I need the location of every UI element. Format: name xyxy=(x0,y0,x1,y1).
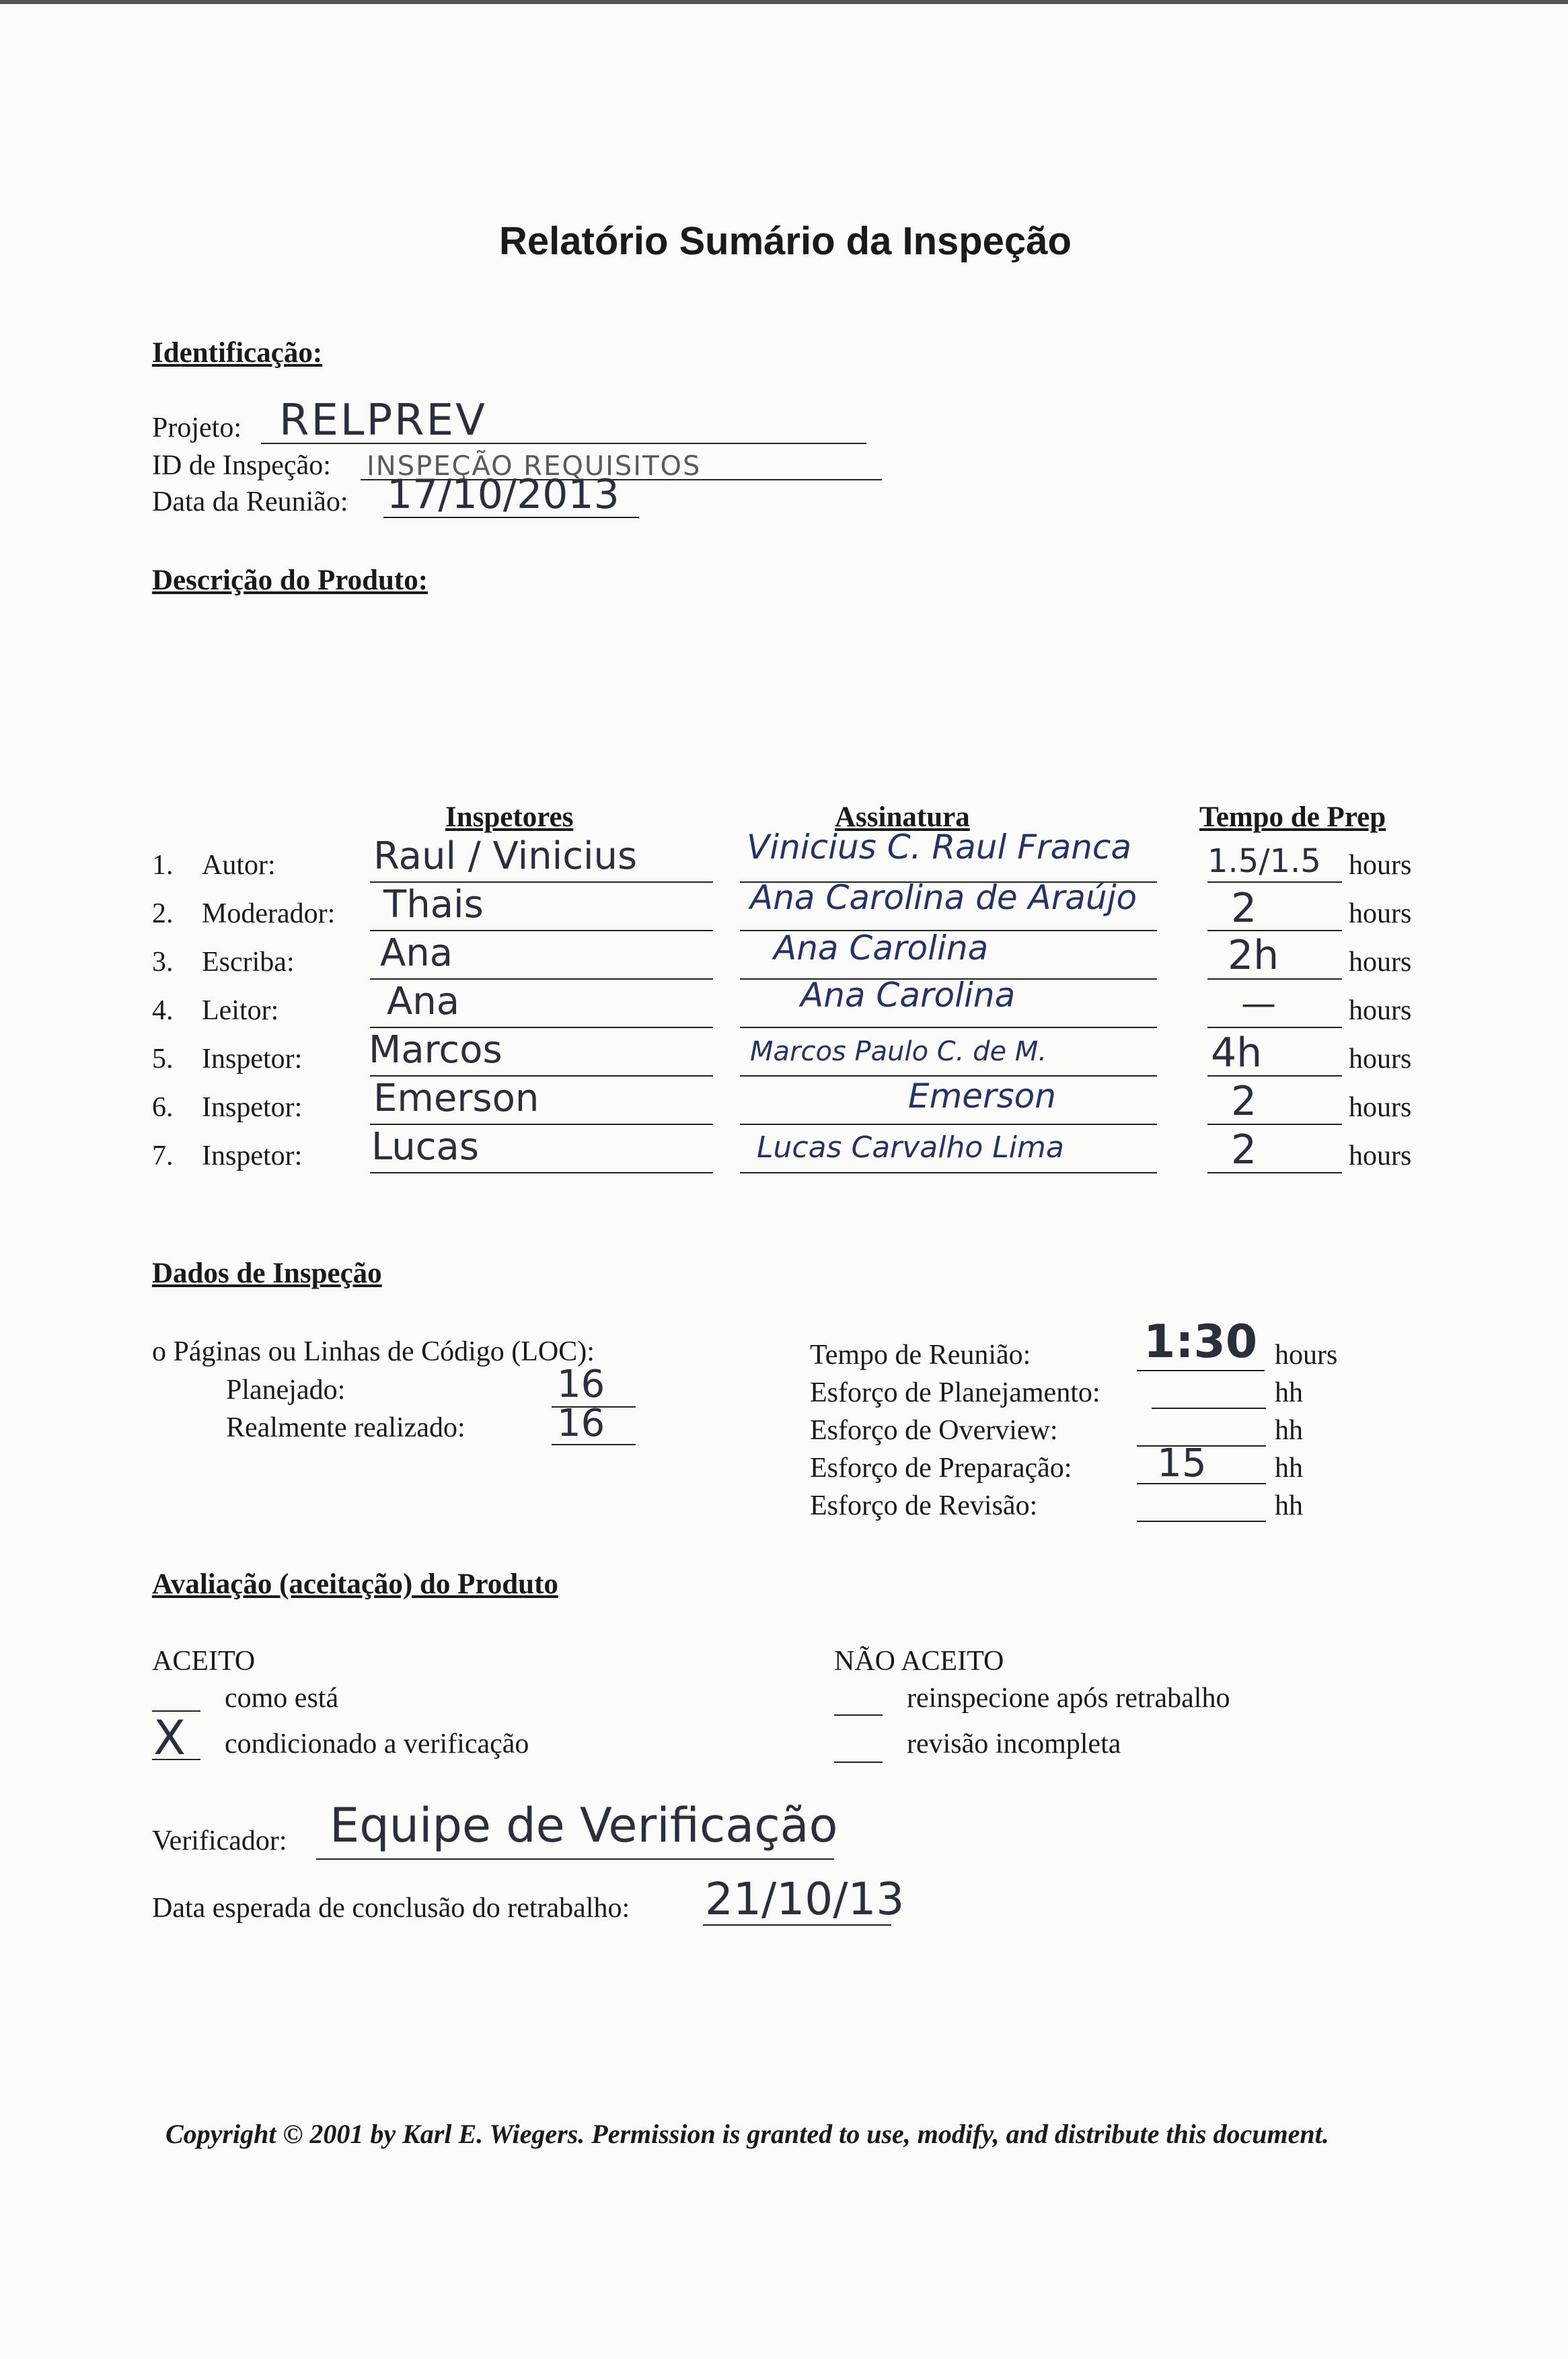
row-number: 1. xyxy=(152,850,174,881)
reinspect-label: reinspecione após retrabalho xyxy=(907,1683,1230,1714)
signature: Vinicius C. Raul Franca xyxy=(747,828,1132,867)
actual-label: Realmente realizado: xyxy=(226,1412,465,1443)
signature: Ana Carolina xyxy=(800,976,1016,1015)
hours-unit: hours xyxy=(1349,1140,1412,1171)
inspector-name: Ana xyxy=(387,980,460,1023)
col-signature: Assinatura xyxy=(835,801,970,833)
conditional-mark: X xyxy=(153,1710,186,1766)
col-inspectors: Inspetores xyxy=(445,801,574,833)
hours-unit: hours xyxy=(1349,850,1412,881)
prep-effort-label: Esforço de Preparação: xyxy=(810,1453,1072,1484)
inspection-id-value: INSPEÇÃO REQUISITOS xyxy=(367,451,702,482)
incomplete-checkbox-line xyxy=(834,1762,883,1763)
prep-time-line xyxy=(1207,1172,1342,1173)
hours-unit: hours xyxy=(1349,947,1412,978)
planning-effort-line xyxy=(1152,1408,1266,1409)
inspector-name: Raul / Vinicius xyxy=(373,834,638,878)
product-description-heading: Descrição do Produto: xyxy=(152,565,428,596)
prep-time-line xyxy=(1207,1124,1342,1125)
conditional-label: condicionado a verificação xyxy=(225,1729,529,1759)
row-role: Autor: xyxy=(202,850,276,881)
row-role: Inspetor: xyxy=(202,1092,303,1123)
prep-time: 2 xyxy=(1231,1078,1257,1125)
overview-effort-label: Esforço de Overview: xyxy=(810,1415,1058,1446)
accepted-label: ACEITO xyxy=(152,1646,256,1677)
hh-unit: hh xyxy=(1275,1490,1303,1521)
project-value: RELPREV xyxy=(279,396,487,445)
col-prep-time: Tempo de Prep xyxy=(1199,801,1386,833)
inspector-name-line xyxy=(370,1172,713,1173)
hh-unit: hh xyxy=(1275,1415,1303,1446)
row-role: Leitor: xyxy=(202,995,279,1026)
meeting-time-line xyxy=(1137,1370,1265,1371)
prep-time: 2 xyxy=(1231,1126,1257,1173)
prep-time: 1.5/1.5 xyxy=(1207,842,1321,880)
hh-unit: hh xyxy=(1275,1377,1303,1408)
planned-value: 16 xyxy=(557,1363,605,1406)
inspector-name: Ana xyxy=(380,931,453,975)
prep-effort-value: 15 xyxy=(1157,1440,1207,1486)
rework-date-value: 21/10/13 xyxy=(705,1873,905,1925)
scan-top-edge xyxy=(0,0,1568,4)
inspection-data-heading: Dados de Inspeção xyxy=(152,1258,382,1289)
signature-line xyxy=(740,1172,1157,1173)
review-effort-line xyxy=(1137,1521,1266,1522)
identification-heading: Identificação: xyxy=(152,337,323,369)
review-effort-label: Esforço de Revisão: xyxy=(810,1490,1038,1521)
hours-unit: hours xyxy=(1349,1044,1412,1075)
prep-time: — xyxy=(1241,984,1276,1024)
row-number: 2. xyxy=(152,898,174,929)
prep-time: 2h xyxy=(1228,932,1279,979)
meeting-time-unit: hours xyxy=(1275,1340,1338,1371)
reinspect-checkbox-line xyxy=(834,1714,883,1716)
loc-label: o Páginas ou Linhas de Código (LOC): xyxy=(152,1336,595,1367)
actual-value: 16 xyxy=(557,1402,605,1445)
row-number: 6. xyxy=(152,1092,174,1123)
inspection-id-label: ID de Inspeção: xyxy=(152,450,331,481)
signature: Lucas Carvalho Lima xyxy=(757,1130,1064,1165)
hours-unit: hours xyxy=(1349,898,1412,929)
planning-effort-label: Esforço de Planejamento: xyxy=(810,1377,1100,1408)
meeting-date-value: 17/10/2013 xyxy=(387,471,620,518)
page-title: Relatório Sumário da Inspeção xyxy=(499,219,1072,263)
signature: Ana Carolina de Araújo xyxy=(750,878,1137,917)
prep-time-line xyxy=(1207,1027,1342,1028)
verifier-value: Equipe de Verificação xyxy=(330,1798,838,1853)
meeting-date-label: Data da Reunião: xyxy=(152,486,348,517)
signature: Emerson xyxy=(908,1077,1056,1116)
hh-unit: hh xyxy=(1275,1453,1303,1484)
inspector-name: Lucas xyxy=(371,1125,479,1169)
row-role: Inspetor: xyxy=(202,1044,303,1075)
rework-date-label: Data esperada de conclusão do retrabalho: xyxy=(152,1893,630,1924)
signature-line xyxy=(740,1124,1157,1125)
row-number: 3. xyxy=(152,947,174,978)
not-accepted-label: NÃO ACEITO xyxy=(834,1646,1004,1677)
row-number: 7. xyxy=(152,1140,174,1171)
row-role: Escriba: xyxy=(202,947,295,978)
signature-line xyxy=(740,1027,1157,1028)
project-label: Projeto: xyxy=(152,412,241,443)
signature: Ana Carolina xyxy=(774,929,989,968)
as-is-label: como está xyxy=(225,1683,339,1714)
hours-unit: hours xyxy=(1349,995,1412,1026)
row-role: Moderador: xyxy=(202,898,336,929)
inspector-name: Emerson xyxy=(373,1077,539,1120)
row-role: Inspetor: xyxy=(202,1140,303,1171)
evaluation-heading: Avaliação (aceitação) do Produto xyxy=(152,1568,558,1600)
inspector-name: Thais xyxy=(383,883,484,927)
row-number: 5. xyxy=(152,1044,174,1075)
row-number: 4. xyxy=(152,995,174,1026)
verifier-label: Verificador: xyxy=(152,1825,287,1856)
inspector-name: Marcos xyxy=(369,1028,502,1072)
verifier-line xyxy=(316,1858,834,1860)
prep-time-line xyxy=(1207,881,1342,883)
incomplete-label: revisão incompleta xyxy=(907,1729,1121,1759)
meeting-time-value: 1:30 xyxy=(1144,1315,1258,1369)
prep-time: 2 xyxy=(1231,885,1257,932)
planned-label: Planejado: xyxy=(226,1375,346,1406)
copyright-notice: Copyright © 2001 by Karl E. Wiegers. Permission is granted to use, modify, and distribute this document. xyxy=(165,2119,1329,2149)
hours-unit: hours xyxy=(1349,1092,1412,1123)
signature: Marcos Paulo C. de M. xyxy=(750,1036,1047,1067)
prep-time-line xyxy=(1207,930,1342,931)
prep-time: 4h xyxy=(1211,1029,1263,1077)
meeting-time-label: Tempo de Reunião: xyxy=(810,1340,1031,1371)
